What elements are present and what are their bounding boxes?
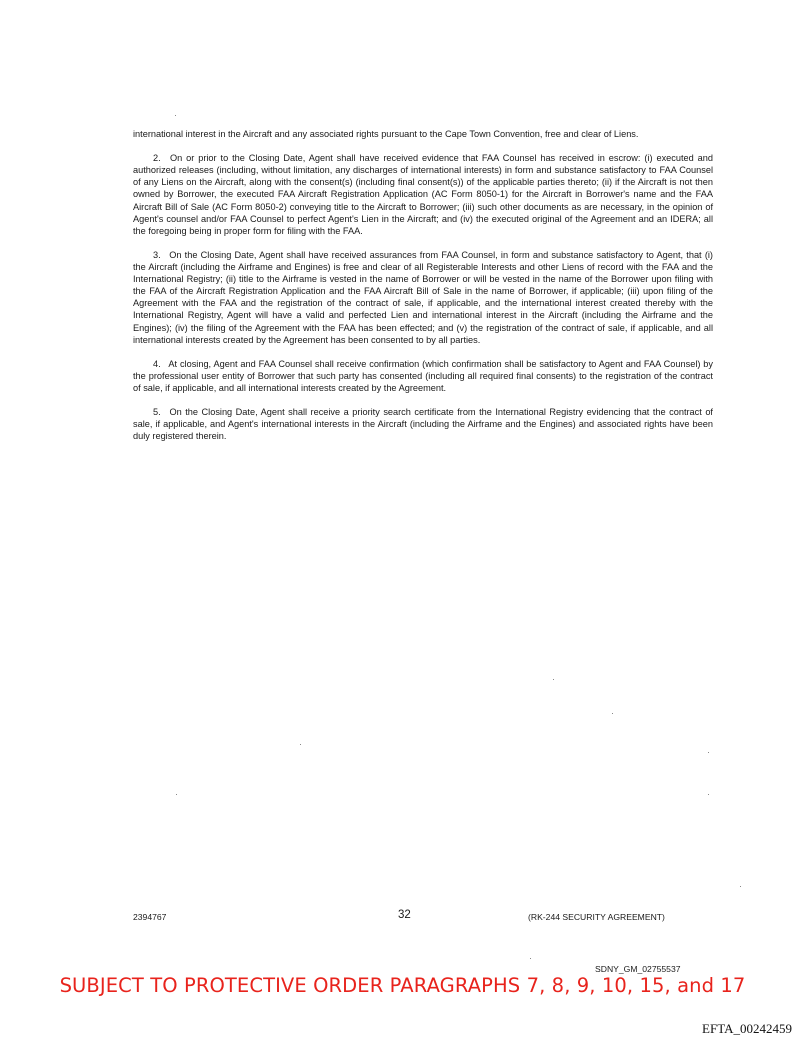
paragraph-number: 3. xyxy=(153,249,161,260)
paragraph-number: 2. xyxy=(153,153,161,164)
bates-number: SDNY_GM_02755537 xyxy=(595,964,681,974)
scan-speck xyxy=(175,115,176,116)
paragraph-4 xyxy=(133,358,713,394)
paragraph-number: 5. xyxy=(153,407,161,418)
paragraph-text: At closing, Agent and FAA Counsel shall receive confirmation (which confirmation shall be satisfactory to Agent and FAA Counsel) by the professional user entity of Borrower that such party has consented (including all required final consents) to the registration of the contract of sale, if applicable, and all international interests created by the Agreement. xyxy=(133,358,714,393)
scan-speck xyxy=(300,744,301,745)
scan-speck xyxy=(530,958,531,959)
paragraph-text: On the Closing Date, Agent shall receive a priority search certificate from the International Registry evidencing that the contract of sale, if applicable, and Agent's international interests in the Aircraft (including the Airframe and the Engines) and associated rights have been duly registered therein. xyxy=(133,407,713,442)
scan-speck xyxy=(612,713,613,714)
footer-doc-title: (RK-244 SECURITY AGREEMENT) xyxy=(528,912,665,922)
protective-order-notice: SUBJECT TO PROTECTIVE ORDER PARAGRAPHS 7, 8, 9, 10, 15, and 17 xyxy=(59,974,746,997)
scan-speck xyxy=(708,794,709,795)
document-body xyxy=(133,128,713,455)
paragraph-text: On or prior to the Closing Date, Agent shall have received evidence that FAA Counsel has received in escrow: (i) executed and authorized releases (including, without limitation, any discharges of international interests) in form and substance satisfactory to FAA Counsel of any Liens on the Aircraft, along with the consent(s) (including final consent(s)) of the applicable parties thereto; (ii) if the Aircraft is not then owned by Borrower, the executed FAA Aircraft Registration Application (AC Form 8050-1) for the Aircraft in Borrower's name and the FAA Aircraft Bill of Sale (AC Form 8050-2) conveying title to the Aircraft to Borrower; (iii) such other documents as are necessary, in the opinion of Agent's counsel and/or FAA Counsel to perfect Agent's Lien in the Aircraft; and (iv) the executed original of the Agreement and an IDERA; all the foregoing being in proper form for filing with the FAA. xyxy=(133,153,713,236)
scan-speck xyxy=(176,794,177,795)
page-number: 32 xyxy=(398,909,411,921)
paragraph-number: 4. xyxy=(153,358,161,369)
efta-number: EFTA_00242459 xyxy=(702,1021,792,1036)
paragraph-3 xyxy=(133,249,713,346)
scan-speck xyxy=(740,886,741,887)
scan-speck xyxy=(553,679,554,680)
footer-doc-id: 2394767 xyxy=(133,912,167,922)
paragraph-text: On the Closing Date, Agent shall have received assurances from FAA Counsel, in form and substance satisfactory to Agent, that (i) the Aircraft (including the Airframe and Engines) is free and clear of all Registerable Interests and other Liens of record with the FAA and the International Registry; (ii) title to the Airframe is vested in the name of Borrower or will be vested in the name of the Borrower upon filing with the FAA of the Aircraft Registration Application and the FAA Aircraft Bill of Sale in the name of Borrower, if applicable; (iii) upon filing of the Agreement with the FAA and the registration of the contract of sale, if applicable, and the international interest created thereby with the International Registry, Agent will have a valid and perfected Lien and international interest in the Aircraft (including the Airframe and the Engines); (iv) the filing of the Agreement with the FAA has been effected; and (v) the registration of the contract of sale, if applicable, and all international interests created by the Agreement has been consented to by all parties. xyxy=(133,249,713,345)
scan-speck xyxy=(708,752,709,753)
paragraph-text: international interest in the Aircraft and any associated rights pursuant to the Cape Town Convention, free and clear of Liens. xyxy=(133,129,639,139)
paragraph-5 xyxy=(133,406,713,442)
paragraph-continuation xyxy=(133,128,713,140)
paragraph-2 xyxy=(133,152,713,237)
